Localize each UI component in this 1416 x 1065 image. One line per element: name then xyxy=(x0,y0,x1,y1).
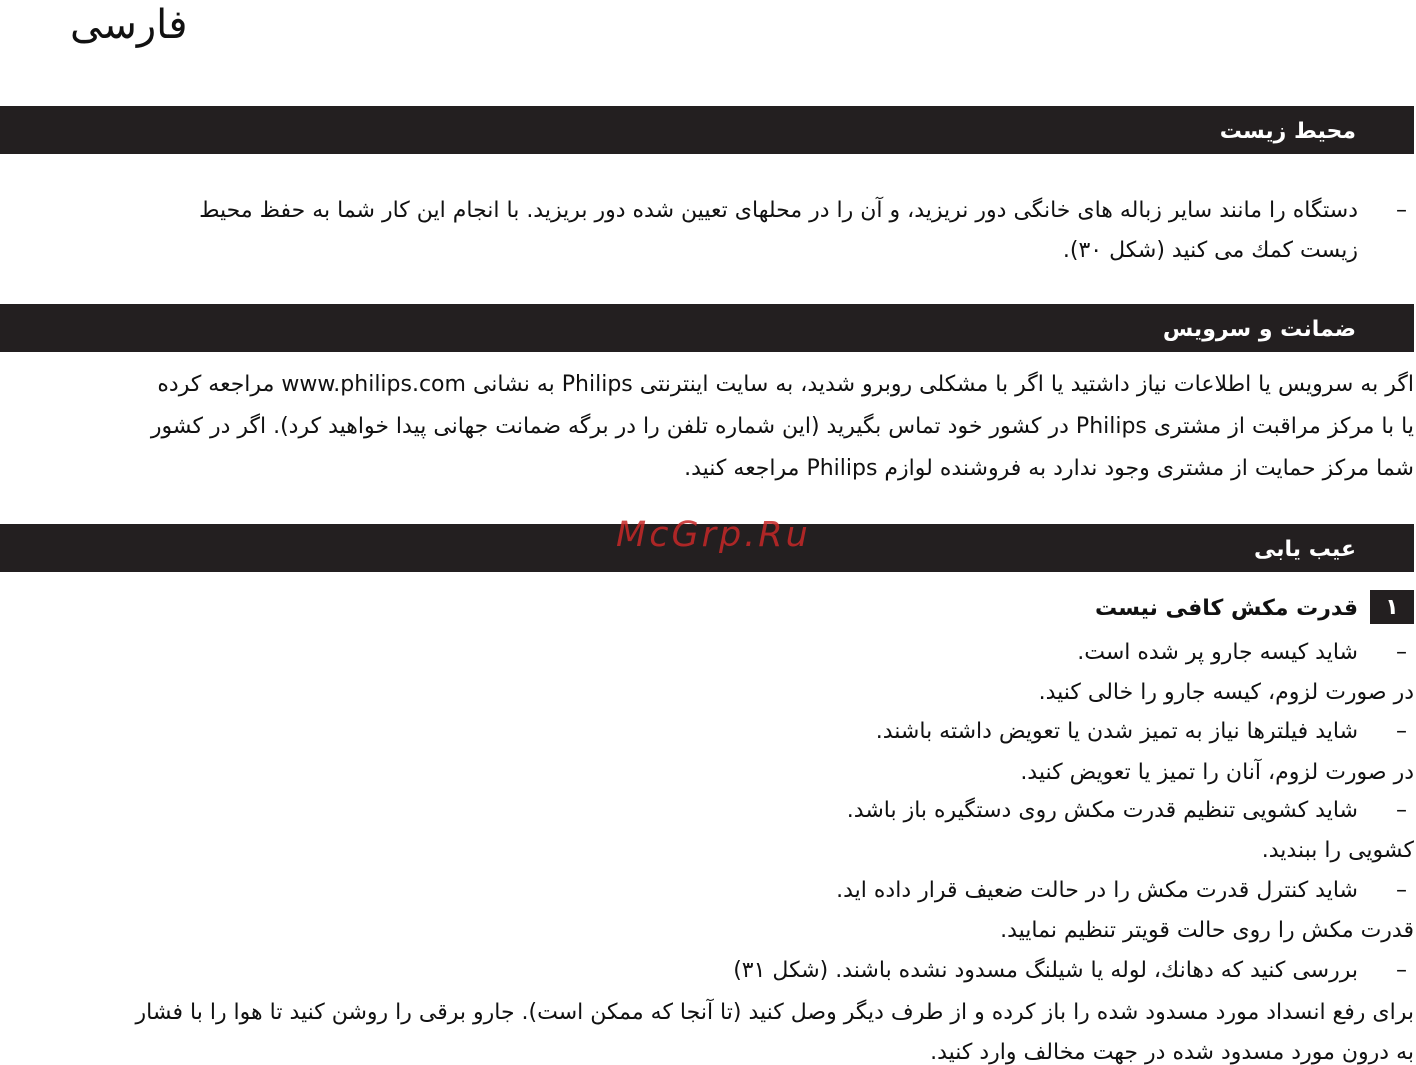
troubleshooting-cause: شاید کیسه جارو پر شده است. xyxy=(1077,640,1358,665)
list-dash: – xyxy=(1396,198,1407,223)
guarantee-text-line-1: اگر به سرویس یا اطلاعات نیاز داشتید یا اگر با مشکلی روبرو شدید، به سایت اینترنتی Philips به نشانی www.philips.com مراجعه کرده xyxy=(157,372,1414,397)
watermark: McGrp.Ru xyxy=(616,515,811,555)
problem-title: قدرت مکش کافی نیست xyxy=(1094,596,1358,621)
problem-number-badge: ۱ xyxy=(1370,590,1414,624)
troubleshooting-cause: شاید فیلترها نیاز به تمیز شدن یا تعویض داشته باشند. xyxy=(875,719,1358,744)
list-dash: – xyxy=(1396,640,1407,665)
list-dash: – xyxy=(1396,878,1407,903)
troubleshooting-solution: به درون مورد مسدود شده در جهت مخالف وارد کنید. xyxy=(930,1040,1414,1065)
troubleshooting-solution: برای رفع انسداد مورد مسدود شده را باز کرده و از طرف دیگر وصل کنید (تا آنجا که ممکن است). جارو برقی را روشن کنید تا هوا را با فشار xyxy=(135,1000,1414,1025)
list-dash: – xyxy=(1396,958,1407,983)
troubleshooting-solution: کشویی را ببندید. xyxy=(1261,838,1414,863)
guarantee-text-line-2: یا با مرکز مراقبت از مشتری Philips در کشور خود تماس بگیرید (این شماره تلفن را در برگه ضمانت جهانی پیدا خواهید کرد). اگر در کشور xyxy=(150,414,1414,439)
troubleshooting-cause: شاید کنترل قدرت مکش را در حالت ضعیف قرار داده اید. xyxy=(836,878,1358,903)
troubleshooting-solution: در صورت لزوم، آنان را تمیز یا تعویض کنید. xyxy=(1020,760,1414,785)
list-dash: – xyxy=(1396,719,1407,744)
list-dash: – xyxy=(1396,798,1407,823)
section-header-guarantee: ضمانت و سرویس xyxy=(0,304,1414,352)
guarantee-text-line-3: شما مرکز حمایت از مشتری وجود ندارد به فروشنده لوازم Philips مراجعه کنید. xyxy=(684,456,1414,481)
troubleshooting-solution: قدرت مکش را روی حالت قویتر تنظیم نمایید. xyxy=(1000,918,1414,943)
environment-text-line-2: زیست کمك می کنید (شکل ۳۰). xyxy=(1062,238,1358,263)
section-header-environment: محیط زیست xyxy=(0,106,1414,154)
troubleshooting-cause: شاید کشویی تنظیم قدرت مکش روی دستگیره باز باشد. xyxy=(846,798,1358,823)
language-title: فارسی xyxy=(70,2,188,48)
troubleshooting-solution: در صورت لزوم، کیسه جارو را خالی کنید. xyxy=(1038,680,1414,705)
troubleshooting-cause: بررسی کنید که دهانك، لوله یا شیلنگ مسدود نشده باشند. (شکل ۳۱) xyxy=(733,958,1358,983)
environment-text-line-1: دستگاه را مانند سایر زباله های خانگی دور نریزید، و آن را در محلهای تعیین شده دور بریزید. با انجام این کار شما به حفظ محیط xyxy=(199,198,1358,223)
section-header-troubleshooting: عیب یابی xyxy=(0,524,1414,572)
